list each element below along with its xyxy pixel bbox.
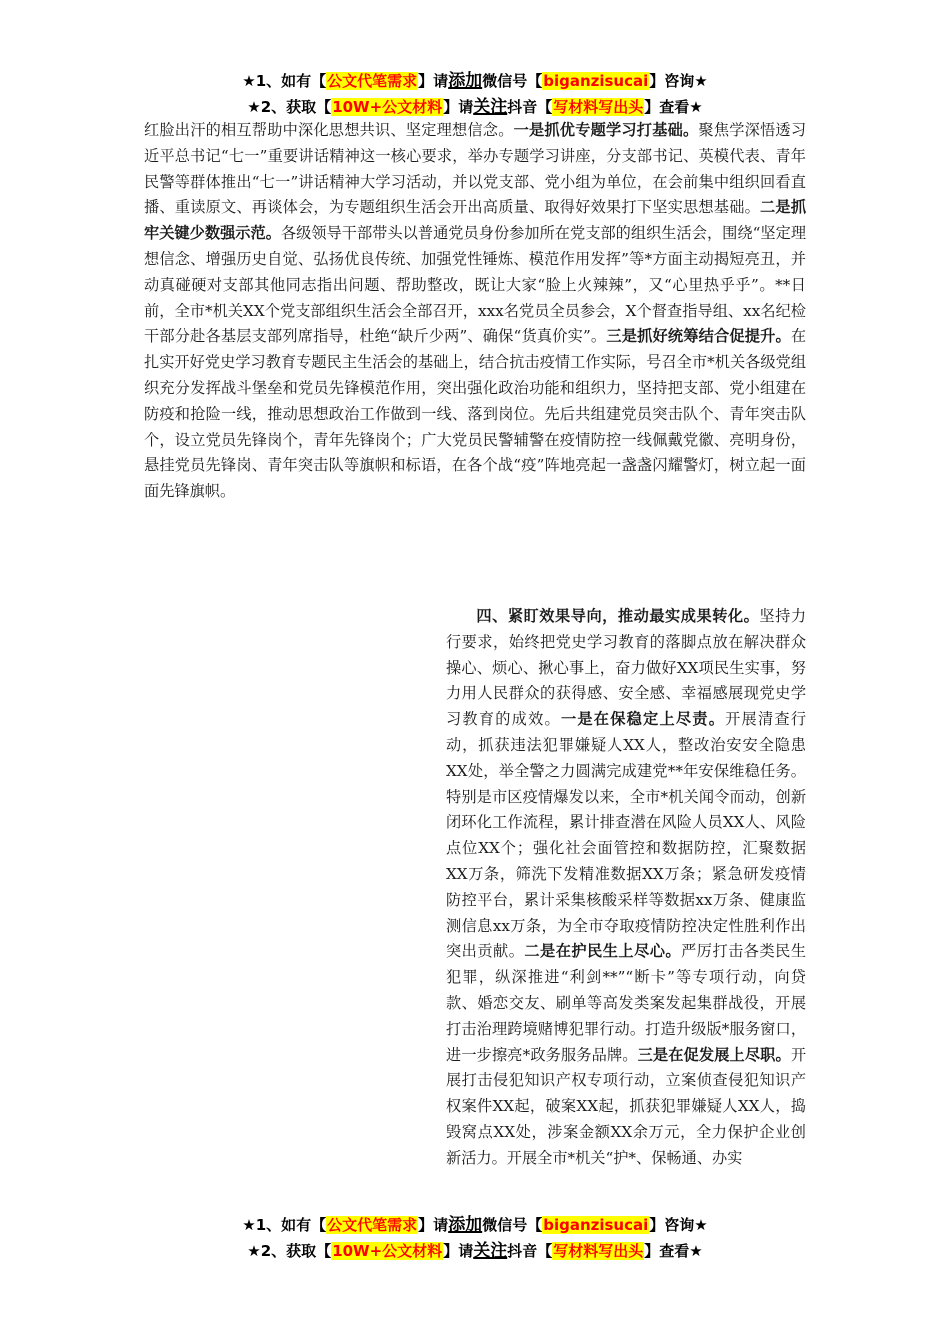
promo-banner-top: [0, 68, 950, 120]
promo-line-1: ★1、如有【公文代笔需求】请添加微信号【biganzisucai】咨询★: [242, 1215, 708, 1235]
body-paragraph-2: 四、紧盯效果导向，推动最实成果转化。坚持力行要求，始终把党史学习教育的落脚点放在解决群众操心、烦心、揪心事上，奋力做好XX项民生实事，努力用人民群众的获得感、安全感、幸福感展现党史学习教育的成效。一是在保稳定上尽责。开展清查行动，抓获违法犯罪嫌疑人XX人，整改治安安全隐患XX处，举全警之力圆满完成建党**年安保维稳任务。特别是市区疫情爆发以来，全市*机关闻令而动，创新闭环化工作流程，累计排查潜在风险人员XX人、风险点位XX个；强化社会面管控和数据防控，汇聚数据XX万条，筛洗下发精准数据XX万条；紧急研发疫情防控平台，累计采集核酸采样等数据xx万条、健康监测信息xx万条，为全市夺取疫情防控决定性胜利作出突出贡献。二是在护民生上尽心。严厉打击各类民生犯罪，纵深推进“利剑**”“断卡”等专项行动，向贷款、婚恋交友、刷单等高发类案发起集群战役，开展打击治理跨境赌博犯罪行动。打造升级版*服务窗口，进一步擦亮*政务服务品牌。三是在促发展上尽职。开展打击侵犯知识产权专项行动，立案侦查侵犯知识产权案件XX起，破案XX起，抓获犯罪嫌疑人XX人，捣毁窝点XX处，涉案金额XX余万元，全力保护企业创新活力。开展全市*机关“护*、保畅通、办实: [446, 607, 807, 1167]
subheading: 二是在护民生上尽心。: [524, 942, 682, 961]
promo-line-2: ★2、获取【10W+公文材料】请关注抖音【写材料写出头】查看★: [247, 1241, 703, 1261]
promo-line-2: ★2、获取【10W+公文材料】请关注抖音【写材料写出头】查看★: [247, 97, 703, 117]
section-heading: 四、紧盯效果导向，推动最实成果转化。: [476, 607, 760, 625]
highlight-wechat-id: biganzisucai: [543, 1216, 649, 1234]
highlight-service: 公文代笔需求: [327, 1216, 418, 1234]
body-paragraph-1: 红脸出汗的相互帮助中深化思想共识、坚定理想信念。一是抓优专题学习打基础。聚焦学深悟透习近平总书记“七一”重要讲话精神这一核心要求，举办专题学习讲座，分支部书记、英模代表、青年民警等群体推出“七一”讲话精神大学习活动，并以党支部、党小组为单位，在会前集中组织回看直播、重读原文、再谈体会，为专题组织生活会开出高质量、取得好效果打下坚实思想基础。二是抓牢关键少数强示范。各级领导干部带头以普通党员身份参加所在党支部的组织生活会，围绕“坚定理想信念、增强历史自觉、弘扬优良传统、加强党性锤炼、模范作用发挥”等*方面主动揭短亮丑，并动真碰硬对支部其他同志指出问题、帮助整改，既让大家“脸上火辣辣”，又“心里热乎乎”。**日前，全市*机关XX个党支部组织生活会全部召开，xxx名党员全员参会，X个督查指导组、xx名纪检干部分赴各基层支部列席指导，杜绝“缺斤少两”、确保“货真价实”。三是抓好统筹结合促提升。在扎实开好党史学习教育专题民主生活会的基础上，结合抗击疫情工作实际，号召全市*机关各级党组织充分发挥战斗堡垒和党员先锋模范作用，突出强化政治功能和组织力，坚持把支部、党小组建在防疫和抢险一线，推动思想政治工作做到一线、落到岗位。先后共组建党员突击队个、青年突击队个，设立党员先锋岗个，青年先锋岗个；广大党员民警辅警在疫情防控一线佩戴党徽、亮明身份，悬挂党员先锋岗、青年突击队等旗帜和标语，在各个战“疫”阵地亮起一盏盏闪耀警灯，树立起一面面先锋旗帜。: [144, 121, 807, 501]
subheading: 三是抓好统筹结合促提升。: [606, 327, 791, 346]
highlight-service: 公文代笔需求: [327, 72, 418, 90]
highlight-wechat-id: biganzisucai: [543, 72, 649, 90]
highlight-douyin-id: 写材料写出头: [553, 1242, 644, 1260]
highlight-materials: 10W+公文材料: [332, 1242, 443, 1260]
promo-line-1: ★1、如有【公文代笔需求】请添加微信号【biganzisucai】咨询★: [242, 71, 708, 91]
promo-banner-bottom: [0, 1212, 950, 1264]
subheading: 二是抓牢关键少数强示范。: [144, 198, 807, 243]
subheading: 一是抓优专题学习打基础。: [513, 121, 699, 139]
highlight-douyin-id: 写材料写出头: [553, 98, 644, 116]
subheading: 一是在保稳定上尽责。: [560, 710, 726, 729]
subheading: 三是在促发展上尽职。: [637, 1045, 791, 1064]
highlight-materials: 10W+公文材料: [332, 98, 443, 116]
